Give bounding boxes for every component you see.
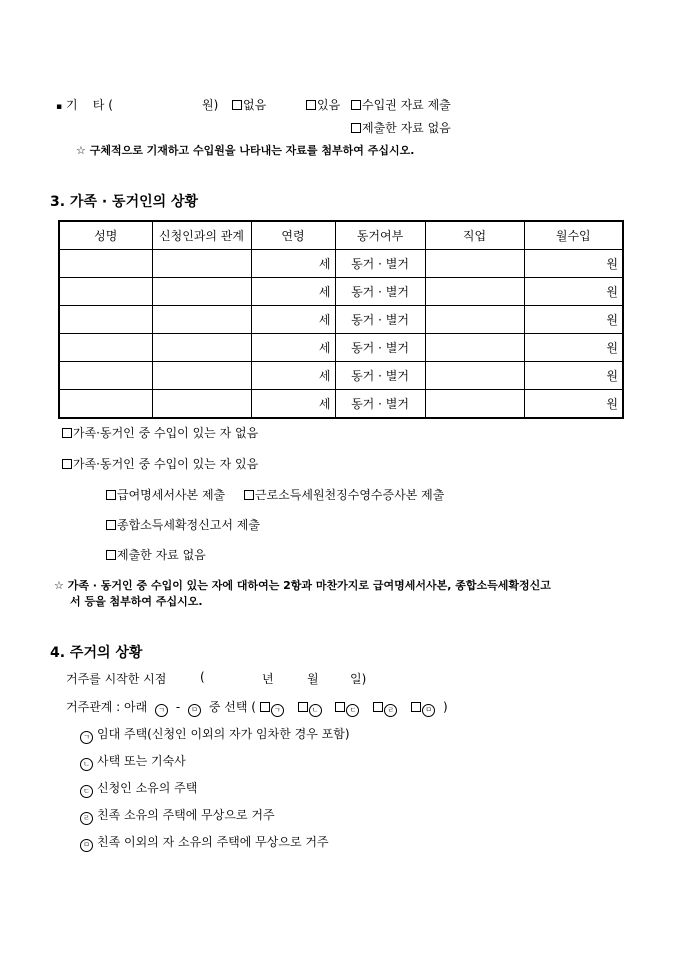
age-cell[interactable]: 세 [251,278,335,306]
checkbox-icon[interactable] [62,459,72,469]
table-row [59,278,623,306]
choice-option[interactable] [298,700,326,714]
other-income-label: 기 타 ( [65,98,113,112]
table-row [59,334,623,362]
name-cell[interactable] [59,334,152,362]
name-cell[interactable] [59,306,152,334]
income-cell[interactable]: 원 [524,390,623,419]
income-cell[interactable]: 원 [524,306,623,334]
age-cell[interactable]: 세 [251,250,335,278]
checkbox-icon[interactable] [106,490,116,500]
checkbox-icon[interactable] [411,702,421,712]
circled-mark-icon: ㄱ [80,731,93,744]
circled-mark-icon: ㅁ [422,704,435,717]
header-age: 연령 [251,221,335,250]
residence-option-4 [80,806,275,825]
residence-option-label: 사택 또는 기숙사 [97,754,186,768]
relation-mid: - [175,700,181,714]
relation-cell[interactable] [152,306,251,334]
living-cell[interactable]: 동거 · 별거 [335,334,425,362]
withholding-receipt-option[interactable] [244,486,444,503]
checkbox-icon[interactable] [335,702,345,712]
checkbox-icon[interactable] [298,702,308,712]
family-has-income-label: 가족·동거인 중 수입이 있는 자 있음 [73,457,259,471]
checkbox-icon[interactable] [306,100,316,110]
header-income: 월수입 [524,221,623,250]
family-note-line2: 서 등을 첨부하여 주십시오. [70,595,203,608]
living-cell[interactable]: 동거 · 별거 [335,362,425,390]
relation-close: ) [442,700,448,714]
checkbox-icon[interactable] [62,428,72,438]
tax-return-option[interactable] [106,516,260,533]
residence-option-label: 임대 주택(신청인 이외의 자가 임차한 경우 포함) [97,727,350,741]
choice-option[interactable] [373,700,401,714]
table-row [59,390,623,419]
year-field[interactable] [222,670,258,684]
day-field[interactable] [324,670,346,684]
header-name: 성명 [59,221,152,250]
month-field[interactable] [280,670,302,684]
job-cell[interactable] [425,390,524,419]
table-header-row [59,221,623,250]
residence-option-3 [80,779,197,798]
residence-option-2 [80,752,186,771]
age-cell[interactable]: 세 [251,390,335,419]
checkbox-icon[interactable] [106,550,116,560]
job-cell[interactable] [425,306,524,334]
circled-mark-icon: ㄷ [346,704,359,717]
name-cell[interactable] [59,362,152,390]
choice-option[interactable] [411,700,439,714]
age-cell[interactable]: 세 [251,306,335,334]
start-label: 거주를 시작한 시점 [66,672,167,686]
none-label: 없음 [243,98,267,112]
choice-option[interactable] [260,700,288,714]
circled-mark-icon: ㄴ [309,704,322,717]
header-job: 직업 [425,221,524,250]
header-living: 동거여부 [335,221,425,250]
living-cell[interactable]: 동거 · 별거 [335,278,425,306]
living-cell[interactable]: 동거 · 별거 [335,306,425,334]
checkbox-icon[interactable] [260,702,270,712]
checkbox-icon[interactable] [373,702,383,712]
other-income-amount-field[interactable] [126,96,198,110]
table-row [59,306,623,334]
circled-mark-icon: ㄱ [155,704,168,717]
job-cell[interactable] [425,334,524,362]
age-cell[interactable]: 세 [251,334,335,362]
living-cell[interactable]: 동거 · 별거 [335,250,425,278]
choice-option[interactable] [335,700,363,714]
no-document-option[interactable] [106,546,206,563]
residence-option-1 [80,725,350,744]
circled-mark-icon: ㄱ [271,704,284,717]
other-income-row [56,96,113,113]
section3-title: 3. 가족 · 동거인의 상황 [50,194,199,210]
circled-mark-icon: ㅁ [80,839,93,852]
relation-cell[interactable] [152,334,251,362]
payslip-label: 급여명세서사본 제출 [117,488,226,502]
no-document-label: 제출한 자료 없음 [117,548,206,562]
checkbox-icon[interactable] [244,490,254,500]
job-cell[interactable] [425,278,524,306]
payslip-option[interactable] [106,486,225,503]
year-label: 년 [262,672,274,686]
family-no-income-label: 가족·동거인 중 수입이 있는 자 없음 [73,426,259,440]
residence-option-5 [80,833,329,852]
other-income-unit: 원) [202,98,219,112]
month-label: 월 [307,672,319,686]
family-has-income-option[interactable] [62,455,258,472]
residence-option-label: 친족 소유의 주택에 무상으로 거주 [97,808,275,822]
table-row [59,250,623,278]
paren-open: ( [200,670,205,684]
bullet-icon: ▪ [56,102,63,112]
relation-suffix: 중 선택 ( [208,700,256,714]
day-label: 일) [350,672,367,686]
income-cell[interactable]: 원 [524,278,623,306]
other-income-submit-option[interactable] [351,96,451,113]
living-cell[interactable]: 동거 · 별거 [335,390,425,419]
other-income-none-option[interactable] [232,96,266,113]
header-relation: 신청인과의 관계 [152,221,251,250]
checkbox-icon[interactable] [351,100,361,110]
income-cell[interactable]: 원 [524,334,623,362]
checkbox-icon[interactable] [232,100,242,110]
circled-mark-icon: ㄹ [384,704,397,717]
job-cell[interactable] [425,362,524,390]
section4-title: 4. 주거의 상황 [50,645,143,661]
circled-mark-icon: ㄷ [80,785,93,798]
relation-cell[interactable] [152,362,251,390]
name-cell[interactable] [59,278,152,306]
submit-label: 수입권 자료 제출 [362,98,451,112]
checkbox-icon[interactable] [106,520,116,530]
circled-mark-icon: ㄴ [80,758,93,771]
relation-cell[interactable] [152,278,251,306]
relation-cell[interactable] [152,390,251,419]
age-cell[interactable]: 세 [251,362,335,390]
residence-option-label: 친족 이외의 자 소유의 주택에 무상으로 거주 [97,835,329,849]
income-cell[interactable]: 원 [524,250,623,278]
withholding-receipt-label: 근로소득세원천징수영수증사본 제출 [255,488,445,502]
circled-mark-icon: ㅁ [188,704,201,717]
family-note-line1: ☆ 가족 · 동거인 중 수입이 있는 자에 대하여는 2항과 마찬가지로 급여명세서사본, 종합소득세확정신고 [54,579,551,592]
family-table [58,220,624,419]
name-cell[interactable] [59,250,152,278]
income-cell[interactable]: 원 [524,362,623,390]
no-doc-label: 제출한 자료 없음 [362,121,451,135]
checkbox-icon[interactable] [351,123,361,133]
job-cell[interactable] [425,250,524,278]
relation-cell[interactable] [152,250,251,278]
other-income-no-doc-option[interactable] [351,119,451,136]
tax-return-label: 종합소득세확정신고서 제출 [117,518,260,532]
other-income-note: ☆ 구체적으로 기재하고 수입원을 나타내는 자료를 첨부하여 주십시오. [76,144,415,157]
family-no-income-option[interactable] [62,424,258,441]
residence-option-label: 신청인 소유의 주택 [97,781,198,795]
circled-mark-icon: ㄹ [80,812,93,825]
table-row [59,362,623,390]
other-income-have-option[interactable] [306,96,340,113]
residence-relation-row [66,698,448,717]
name-cell[interactable] [59,390,152,419]
relation-prefix: 거주관계 : 아래 [66,700,148,714]
have-label: 있음 [317,98,341,112]
